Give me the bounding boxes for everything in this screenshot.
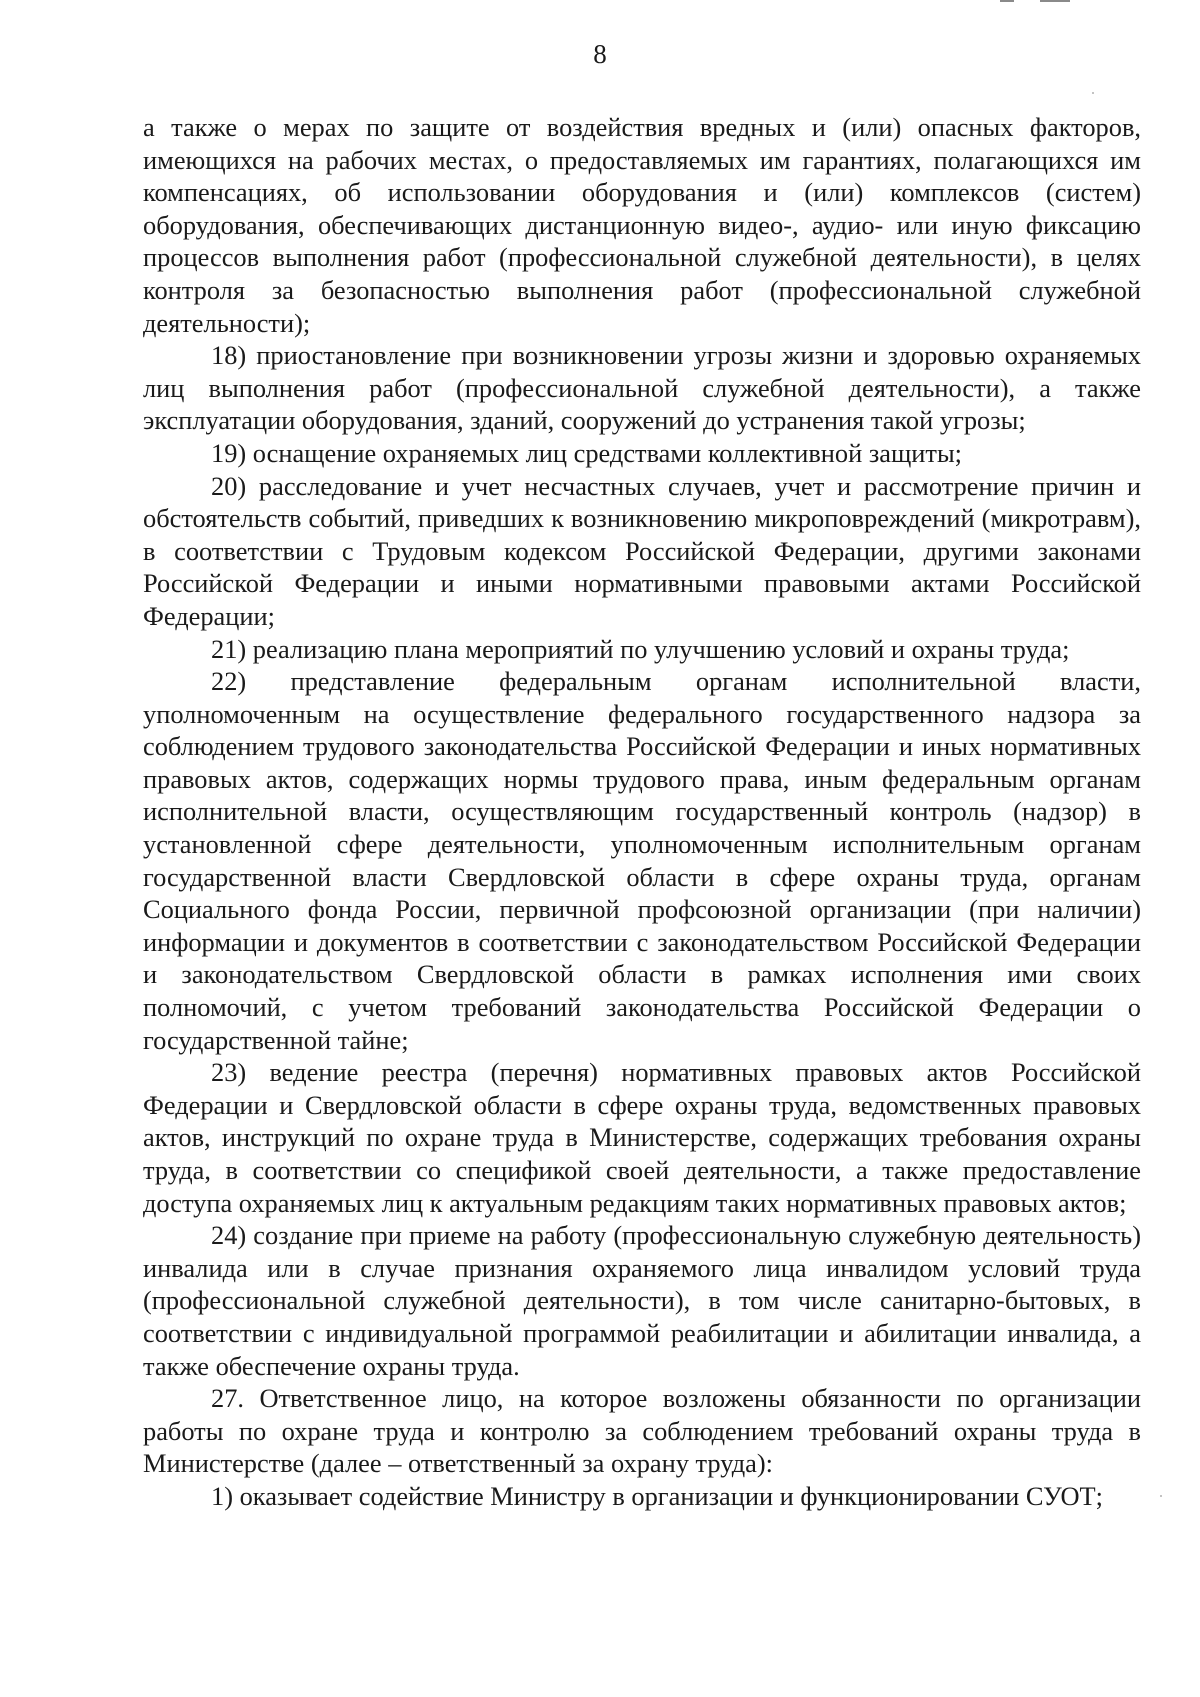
- paragraph-item-1: 1) оказывает содействие Министру в организации и функционировании СУОТ;: [211, 1480, 1103, 1511]
- paragraph-item-24: 24) создание при приеме на работу (профессиональную служебную деятельность) инвалида или в случае признания охраняемого лица инвалидом условий труда (профессиональной служебной деятельности), в том числе санитарно-бытовых, в соответствии с индивидуальной программой реабилитации и абилитации инвалида, а также обеспечение охраны труда.: [143, 1220, 1141, 1381]
- document-body: [143, 111, 1141, 1513]
- paragraph-item-19: 19) оснащение охраняемых лиц средствами коллективной защиты;: [211, 437, 963, 468]
- scan-edge-mark: [1000, 0, 1014, 2]
- scan-edge-mark: [1040, 0, 1070, 2]
- scan-speck: [1092, 92, 1094, 94]
- paragraph-item-18: 18) приостановление при возникновении угрозы жизни и здоровью охраняемых лиц выполнения работ (профессиональной служебной деятельности), а также эксплуатации оборудования, зданий, сооружений до устранения такой угрозы;: [143, 340, 1141, 436]
- paragraph-item-21: 21) реализацию плана мероприятий по улучшению условий и охраны труда;: [211, 633, 1070, 664]
- scan-speck: [1160, 1495, 1162, 1497]
- paragraph-continuation: а также о мерах по защите от воздействия вредных и (или) опасных факторов, имеющихся на рабочих местах, о предоставляемых им гарантиях, полагающихся им компенсациях, об использовании оборудования и (или) комплексов (систем) оборудования, обеспечивающих дистанционную видео-, аудио- или иную фиксацию процессов выполнения работ (профессиональной служебной деятельности), в целях контроля за безопасностью выполнения работ (профессиональной служебной деятельности);: [143, 112, 1141, 338]
- paragraph-item-23: 23) ведение реестра (перечня) нормативных правовых актов Российской Федерации и Свердловской области в сфере охраны труда, ведомственных правовых актов, инструкций по охране труда в Министерстве, содержащих требования охраны труда, в соответствии со спецификой своей деятельности, а также предоставление доступа охраняемых лиц к актуальным редакциям таких нормативных правовых актов;: [143, 1057, 1141, 1218]
- paragraph-item-22: 22) представление федеральным органам исполнительной власти, уполномоченным на осуществление федерального государственного надзора за соблюдением трудового законодательства Российской Федерации и иных нормативных правовых актов, содержащих нормы трудового права, иным федеральным органам исполнительной власти, осуществляющим государственный контроль (надзор) в установленной сфере деятельности, уполномоченным исполнительным органам государственной власти Свердловской области в сфере охраны труда, органам Социального фонда России, первичной профсоюзной организации (при наличии) информации и документов в соответствии с законодательством Российской Федерации и законодательством Свердловской области в рамках исполнения ими своих полномочий, с учетом требований законодательства Российской Федерации о государственной тайне;: [143, 666, 1141, 1055]
- page-number: 8: [593, 39, 607, 69]
- paragraph-section-27: 27. Ответственное лицо, на которое возложены обязанности по организации работы по охране труда и контролю за соблюдением требований охраны труда в Министерстве (далее – ответственный за охрану труда):: [143, 1383, 1141, 1479]
- paragraph-item-20: 20) расследование и учет несчастных случаев, учет и рассмотрение причин и обстоятельств событий, приведших к возникновению микроповреждений (микротравм), в соответствии с Трудовым кодексом Российской Федерации, другими законами Российской Федерации и иными нормативными правовыми актами Российской Федерации;: [143, 470, 1141, 631]
